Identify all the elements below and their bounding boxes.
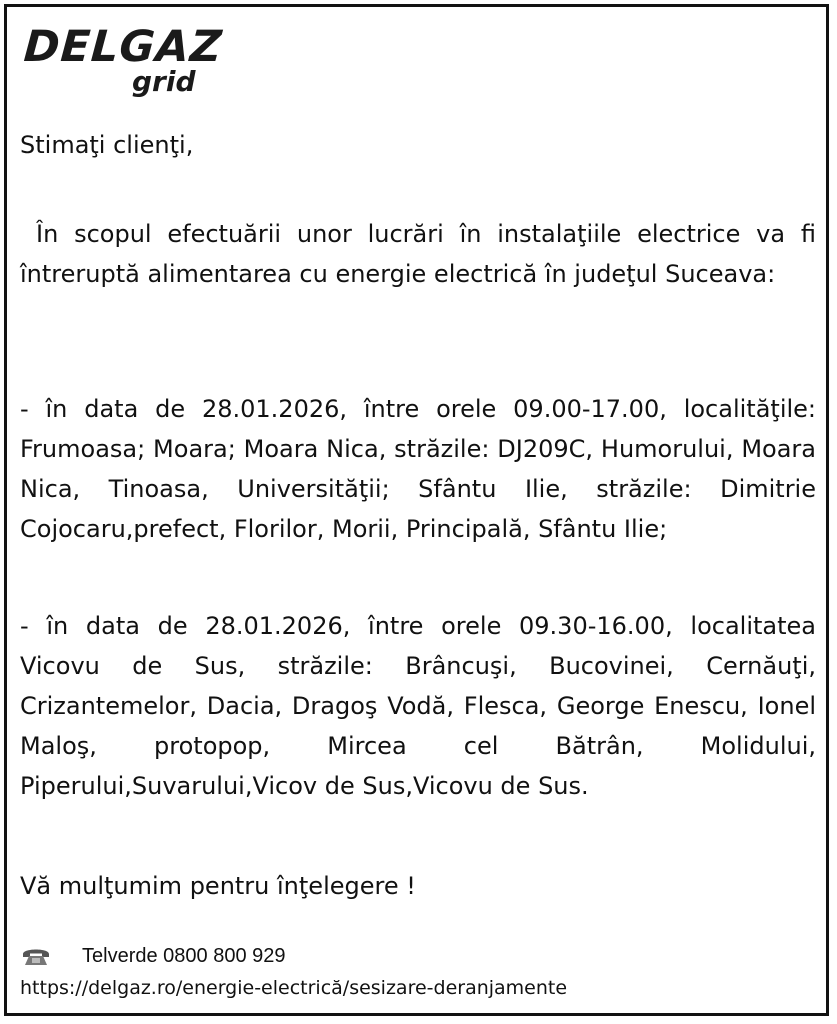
logo-sub-text: grid [132,65,196,98]
greeting: Stimaţi clienţi, [20,131,194,159]
outage-item-1: - în data de 28.01.2026, între orele 09.00-17.00, localităţile: Frumoasa; Moara; Moara Nica, străzile: DJ209C, Humorului, Moara Nica, Tinoasa, Universităţii; Sfântu Ilie, străzile: Dimitrie Cojocaru,prefect, Florilor, Morii, Principală, Sfântu Ilie; [20,395,816,543]
phone-icon [20,945,52,967]
complaint-url-link[interactable]: https://delgaz.ro/energie-electrică/sesizare-deranjamente [20,977,568,999]
delgaz-grid-logo [22,22,225,106]
outage-item-2: - în data de 28.01.2026, între orele 09.30-16.00, localitatea Vicovu de Sus, străzile: Brâncuşi, Bucovinei, Cernăuţi, Crizantemelor, Dacia, Dragoş Vodă, Flesca, George Enescu, Ionel Maloş, protopop, Mircea cel Bătrân, Molidului, Piperului,Suvarului,Vicov de Sus,Vicovu de Sus. [20,612,816,800]
intro-paragraph [20,214,816,294]
phone-row [20,940,286,972]
closing-text: Vă mulţumim pentru înţelegere ! [20,872,416,900]
phone-number: Telverde 0800 800 929 [82,944,286,967]
intro-text: În scopul efectuării unor lucrări în instalaţiile electrice va fi întreruptă alimentarea cu energie electrică în judeţul Suceava: [20,220,816,288]
logo-main-text: DELGAZ [22,22,225,72]
